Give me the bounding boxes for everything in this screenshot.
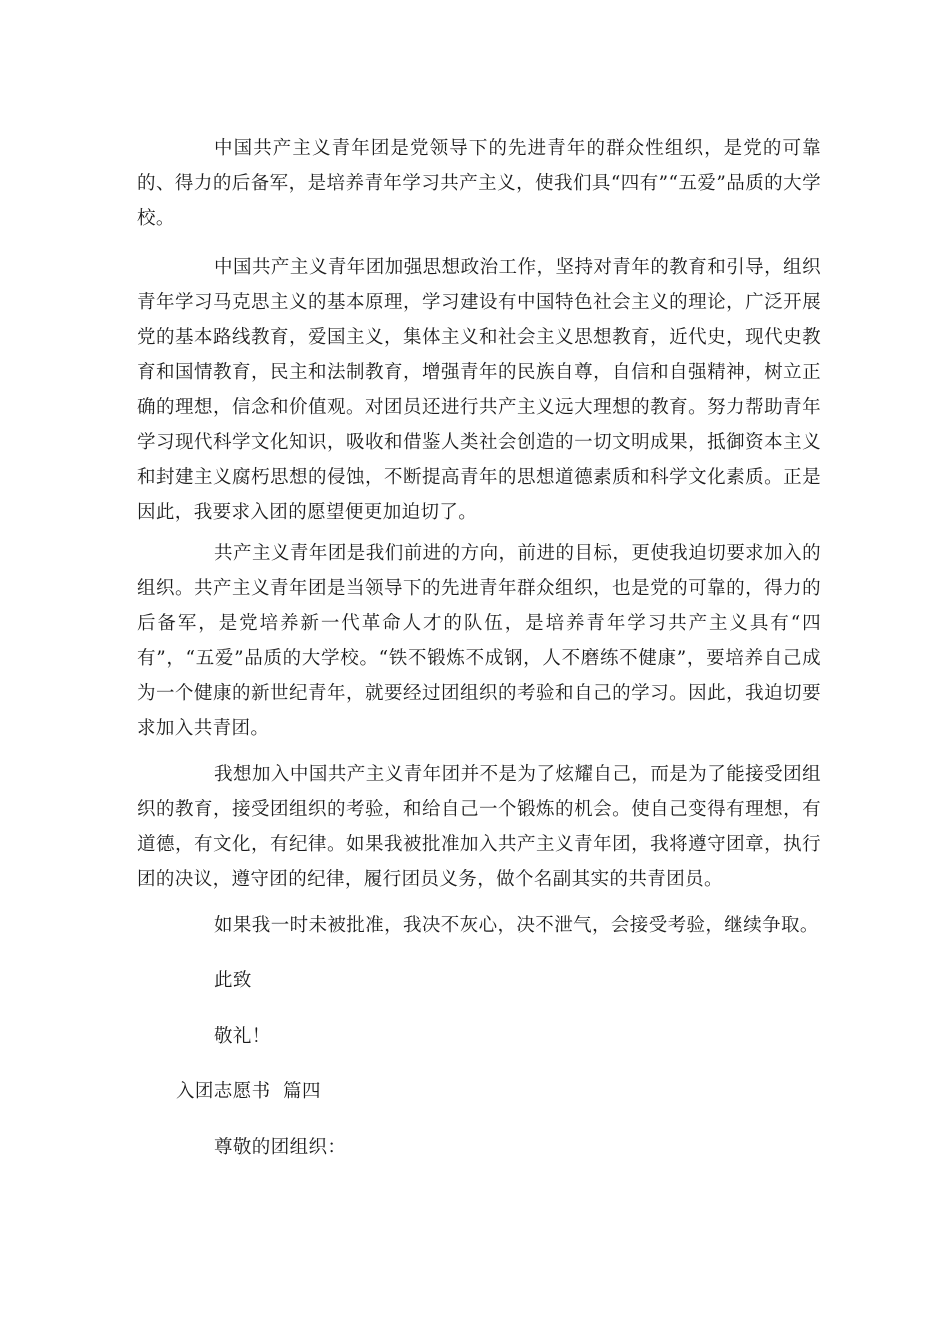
paragraph-2: 中国共产主义青年团加强思想政治工作，坚持对青年的教育和引导，组织青年学习马克思主义的基本原理，学习建设有中国特色社会主义的理论，广泛开展党的基本路线教育，爱国主义，集体主义和社会主义思想教育，近代史，现代史教育和国情教育，民主和法制教育，增强青年的民族自尊，自信和自强精神，树立正确的理想，信念和价值观。对团员还进行共产主义远大理想的教育。努力帮助青年学习现代科学文化知识，吸收和借鉴人类社会创造的一切文明成果，抵御资本主义和封建主义腐朽思想的侵蚀，不断提高青年的思想道德素质和科学文化素质。正是因此，我要求入团的愿望便更加迫切了。 xyxy=(137,257,821,523)
closing-jing-li: 敬礼！ xyxy=(214,1026,271,1047)
closing-ci-zhi: 此致 xyxy=(214,970,252,991)
paragraph-3: 共产主义青年团是我们前进的方向，前进的目标，更使我迫切要求加入的组织。共产主义青年团是当领导下的先进青年群众组织，也是党的可靠的，得力的后备军，是党培养新一代革命人才的队伍，是培养青年学习共产主义具有“四有”，“五爱”品质的大学校。“铁不锻炼不成钢，人不磨练不健康”，要培养自己成为一个健康的新世纪青年，就要经过团组织的考验和自己的学习。因此，我迫切要求加入共青团。 xyxy=(137,543,821,739)
resolve-line: 如果我一时未被批准，我决不灰心，决不泄气，会接受考验，继续争取。 xyxy=(214,915,819,936)
paragraph-1: 中国共产主义青年团是党领导下的先进青年的群众性组织，是党的可靠的、得力的后备军，是培养青年学习共产主义，使我们具“四有”“五爱”品质的大学校。 xyxy=(137,138,821,229)
paragraph-4: 我想加入中国共产主义青年团并不是为了炫耀自己，而是为了能接受团组织的教育，接受团组织的考验，和给自己一个锻炼的机会。使自己变得有理想，有道德，有文化，有纪律。如果我被批准加入共产主义青年团，我将遵守团章，执行团的决议，遵守团的纪律，履行团员义务，做个名副其实的共青团员。 xyxy=(137,764,821,890)
section-heading: 入团志愿书 篇四 xyxy=(176,1081,321,1102)
salutation: 尊敬的团组织： xyxy=(214,1137,347,1158)
